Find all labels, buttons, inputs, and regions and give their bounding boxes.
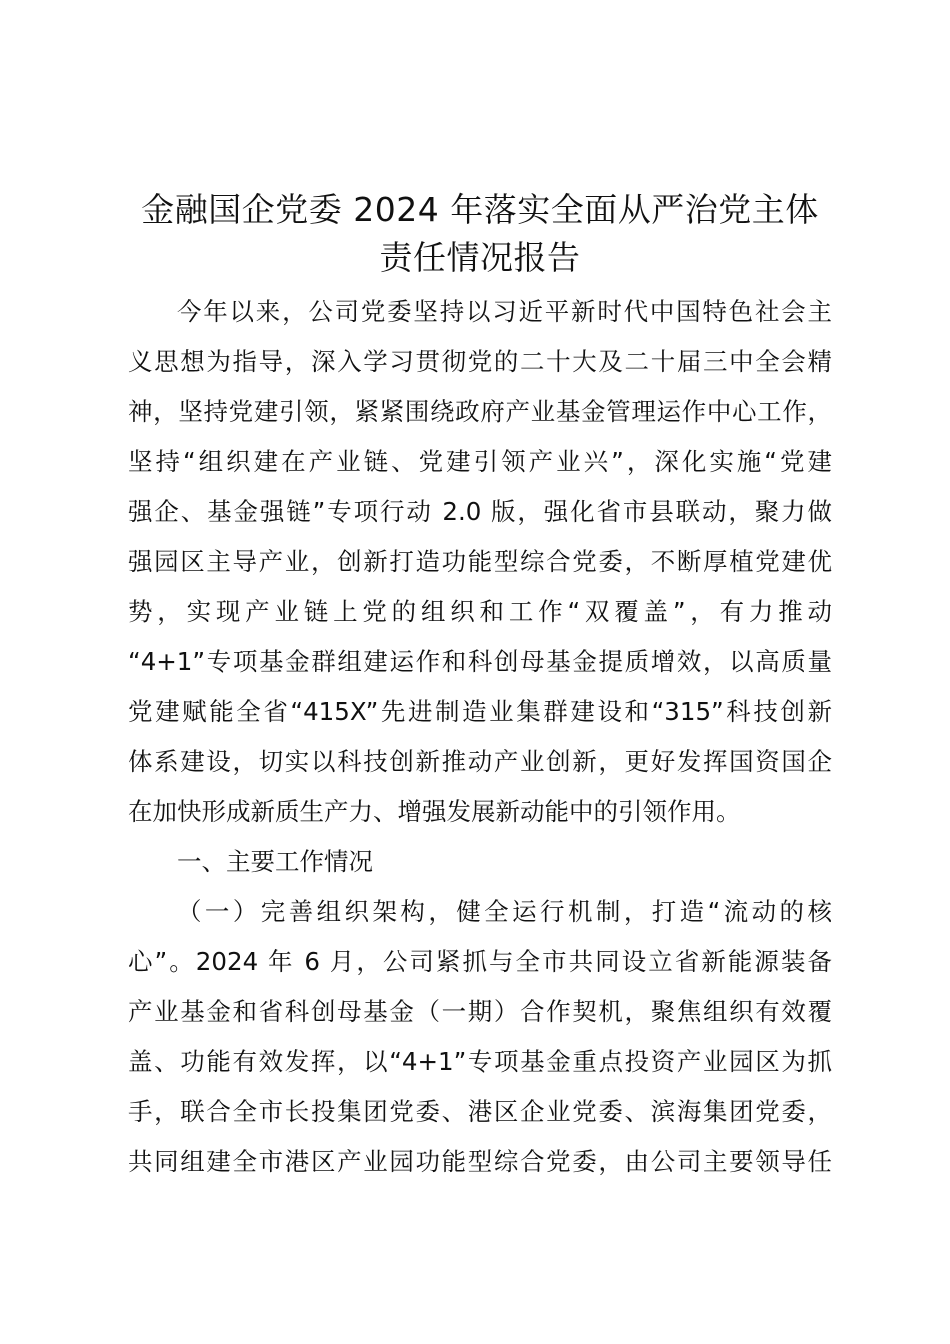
paragraph-line: 神，坚持党建引领，紧紧围绕政府产业基金管理运作中心工作， bbox=[128, 397, 832, 426]
paragraph-line: “4+1”专项基金群组建运作和科创母基金提质增效，以高质量 bbox=[128, 647, 832, 676]
paragraph-line: 产业基金和省科创母基金（一期）合作契机，聚焦组织有效覆 bbox=[128, 997, 832, 1026]
document-body bbox=[128, 287, 832, 1187]
paragraph-line: 盖、功能有效发挥，以“4+1”专项基金重点投资产业园区为抓 bbox=[128, 1047, 832, 1076]
paragraph-line: 在加快形成新质生产力、增强发展新动能中的引领作用。 bbox=[128, 797, 741, 826]
paragraph-line: 党建赋能全省“415X”先进制造业集群建设和“315”科技创新 bbox=[128, 697, 832, 726]
heading-main-work: 一、主要工作情况 bbox=[177, 847, 373, 876]
section-heading bbox=[128, 837, 832, 887]
document-page bbox=[128, 186, 832, 1187]
paragraph-line: 强企、基金强链”专项行动 2.0 版，强化省市县联动，聚力做 bbox=[128, 497, 832, 526]
paragraph-line: 势，实现产业链上党的组织和工作“双覆盖”，有力推动 bbox=[128, 597, 832, 626]
paragraph-line: （一）完善组织架构，健全运行机制，打造“流动的核 bbox=[177, 897, 832, 926]
paragraph-section-1 bbox=[128, 887, 832, 1187]
paragraph-line: 心”。2024 年 6 月，公司紧抓与全市共同设立省新能源装备 bbox=[128, 947, 832, 976]
paragraph-line: 义思想为指导，深入学习贯彻党的二十大及二十届三中全会精 bbox=[128, 347, 832, 376]
paragraph-line: 强园区主导产业，创新打造功能型综合党委，不断厚植党建优 bbox=[128, 547, 832, 576]
document-title bbox=[128, 186, 832, 282]
paragraph-line: 共同组建全市港区产业园功能型综合党委，由公司主要领导任 bbox=[128, 1147, 832, 1176]
paragraph-line: 手，联合全市长投集团党委、港区企业党委、滨海集团党委， bbox=[128, 1097, 832, 1126]
paragraph-line: 体系建设，切实以科技创新推动产业创新，更好发挥国资国企 bbox=[128, 747, 832, 776]
title-line-1: 金融国企党委 2024 年落实全面从严治党主体 bbox=[141, 190, 819, 229]
paragraph-line: 坚持“组织建在产业链、党建引领产业兴”，深化实施“党建 bbox=[128, 447, 832, 476]
paragraph-line: 今年以来，公司党委坚持以习近平新时代中国特色社会主 bbox=[177, 297, 832, 326]
title-line-2: 责任情况报告 bbox=[379, 238, 581, 277]
paragraph-intro bbox=[128, 287, 832, 837]
